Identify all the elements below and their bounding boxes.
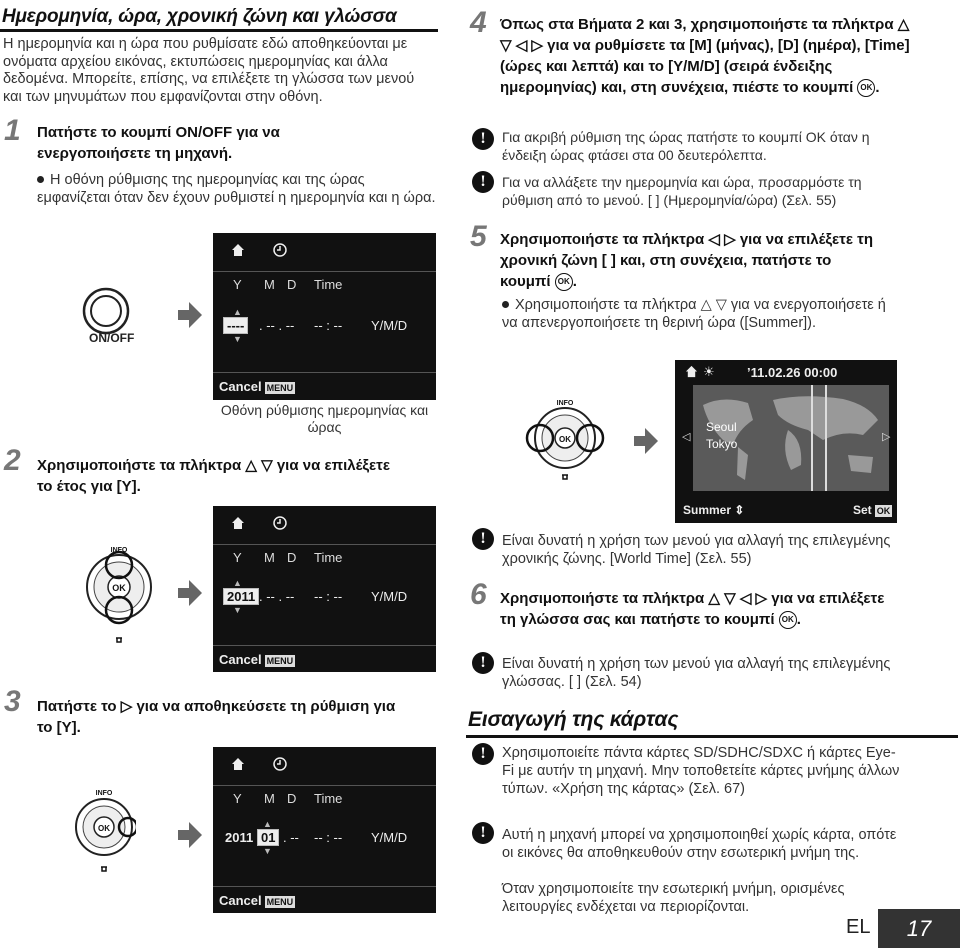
year-field[interactable]: ---- xyxy=(223,317,248,334)
header-y: Y xyxy=(233,277,242,292)
step-6-number: 6 xyxy=(470,578,487,611)
note-3-text: Είναι δυνατή η χρήση των μενού για αλλαγή της επιλεγμένης χρονικής ζώνης. [World Time] (Σελ. 55) xyxy=(502,533,891,567)
step-5-bullet xyxy=(502,296,897,332)
step-3-text: Πατήστε το ▷ για να αποθηκεύσετε τη ρύθμιση για το [Y]. xyxy=(37,698,396,736)
summer-option[interactable]: Summer ⇕ xyxy=(683,503,745,517)
menu-button-icon: MENU xyxy=(266,655,294,666)
header-y: Y xyxy=(233,791,242,806)
step-2-number: 2 xyxy=(4,444,21,477)
header-time: Time xyxy=(314,277,343,292)
clock-icon xyxy=(273,757,287,776)
section-2-title: Εισαγωγή της κάρτας xyxy=(468,708,679,731)
bullet-icon xyxy=(37,176,44,183)
ok-button-icon: OK xyxy=(555,273,573,291)
right-arrow-icon xyxy=(634,428,658,459)
note-1-text: Για ακριβή ρύθμιση της ώρας πατήστε το κουμπί OK όταν η ένδειξη ώρας φτάσει στα 00 δευτερόλεπτα. xyxy=(502,129,870,163)
day-field: . -- xyxy=(283,830,299,845)
step-6-text: Χρησιμοποιήστε τα πλήκτρα △ ▽ ◁ ▷ για να επιλέξετε τη γλώσσα σας και πατήστε το κουμπί OK . xyxy=(500,590,885,628)
city-seoul: Seoul xyxy=(706,420,737,434)
date-setup-screen-3 xyxy=(213,747,436,913)
month-day-field: . -- . -- xyxy=(259,318,295,333)
svg-text:OK: OK xyxy=(559,435,571,444)
header-m: M xyxy=(264,791,275,806)
year-field: 2011 xyxy=(225,830,254,845)
clock-icon xyxy=(273,516,287,535)
month-day-field: . -- . -- xyxy=(259,589,295,604)
section-2-rule xyxy=(466,735,958,738)
intro-text: Η ημερομηνία και η ώρα που ρυθμίσατε εδώ αποθηκεύονται με ονόματα αρχείου εικόνας, εκτυπώσεις ημερομηνίας και άλλα δεδομένα. Μπορείτε, επίσης, να επιλέξετε τη γλώσσα των μενού και των μηνυμάτων που εμφανίζονται στην οθόνη. xyxy=(3,36,415,105)
control-dial-illustration xyxy=(510,395,620,490)
header-time: Time xyxy=(314,791,343,806)
home-icon xyxy=(685,365,698,383)
section-rule xyxy=(0,29,438,32)
step-3-number: 3 xyxy=(4,685,21,718)
note-6-text: Αυτή η μηχανή μπορεί να χρησιμοποιηθεί χωρίς κάρτα, οπότε οι εικόνες θα αποθηκευθούν στην εσωτερική μνήμη της. xyxy=(502,827,897,861)
power-button-icon xyxy=(80,285,132,337)
header-m: M xyxy=(264,277,275,292)
city-tokyo: Tokyo xyxy=(706,437,738,451)
screen-caption: Οθόνη ρύθμισης ημερομηνίας και ώρας xyxy=(220,402,429,435)
step-4-text: Όπως στα Βήματα 2 και 3, χρησιμοποιήστε τα πλήκτρα △ ▽ ◁ ▷ για να ρυθμίσετε τα [M] (μήνας), [D] (ημέρα), [Time] (ώρες και λεπτά) και το [Y/M/D] (σειρά ένδειξης ημερομηνίας) και, στη συνέχεια, πιέστε το κουμπί OK . xyxy=(500,16,910,96)
note-6-text-2: Όταν χρησιμοποιείτε την εσωτερική μνήμη, ορισμένες λειτουργίες ενδέχεται να περιορίζονται. xyxy=(502,881,845,915)
header-m: M xyxy=(264,550,275,565)
caution-icon: ! xyxy=(472,822,494,844)
home-icon xyxy=(231,757,245,776)
header-d: D xyxy=(287,550,297,565)
step-1-bullet xyxy=(37,172,437,207)
set-button[interactable]: Set OK xyxy=(853,503,891,517)
ok-button-icon: OK xyxy=(876,505,891,516)
world-datetime: ’11.02.26 00:00 xyxy=(747,365,838,380)
svg-text:OK: OK xyxy=(98,824,110,833)
order-field: Y/M/D xyxy=(371,589,408,604)
step-4-text-body: Όπως στα Βήματα 2 και 3, χρησιμοποιήστε τα πλήκτρα △ ▽ ◁ ▷ για να ρυθμίσετε τα [M] (μήνας), [D] (ημέρα), [Time] (ώρες και λεπτά) και το [Y/M/D] (σειρά ένδειξης ημερομηνίας) και, στη συνέχεια, πιέστε το κουμπί xyxy=(500,16,910,96)
time-field: -- : -- xyxy=(314,589,343,604)
caution-icon: ! xyxy=(472,128,494,150)
up-arrow-icon: ▲ xyxy=(233,578,242,588)
menu-button-icon: MENU xyxy=(266,896,294,907)
up-arrow-icon: ▲ xyxy=(233,307,242,317)
home-icon xyxy=(231,243,245,262)
down-arrow-icon: ▼ xyxy=(233,334,242,344)
order-field: Y/M/D xyxy=(371,830,408,845)
clock-icon xyxy=(273,243,287,262)
year-field[interactable]: 2011 xyxy=(223,588,259,605)
bullet-icon xyxy=(502,301,509,308)
step-4-number: 4 xyxy=(470,6,487,39)
header-d: D xyxy=(287,277,297,292)
right-arrow-icon xyxy=(178,580,202,611)
section-title: Ημερομηνία, ώρα, χρονική ζώνη και γλώσσα xyxy=(2,6,397,27)
caution-icon: ! xyxy=(472,171,494,193)
svg-text:INFO: INFO xyxy=(110,547,128,554)
month-field[interactable]: 01 xyxy=(257,829,279,846)
step-5-number: 5 xyxy=(470,220,487,253)
svg-text:OK: OK xyxy=(112,583,126,593)
date-setup-screen-1 xyxy=(213,233,436,400)
header-d: D xyxy=(287,791,297,806)
date-setup-screen-2 xyxy=(213,506,436,672)
home-icon xyxy=(231,516,245,535)
caution-icon: ! xyxy=(472,528,494,550)
page-number: 17 xyxy=(878,909,960,948)
cancel-label[interactable]: Cancel MENU xyxy=(219,893,294,908)
control-dial-illustration xyxy=(72,785,136,882)
up-arrow-icon: ▲ xyxy=(263,819,272,829)
time-field: -- : -- xyxy=(314,318,343,333)
cancel-label[interactable]: Cancel MENU xyxy=(219,652,294,667)
world-time-screen xyxy=(675,360,897,523)
right-arrow-icon[interactable]: ▷ xyxy=(882,431,891,443)
right-arrow-icon xyxy=(178,302,202,333)
svg-text:INFO: INFO xyxy=(95,790,113,797)
menu-button-icon: MENU xyxy=(266,382,294,393)
arrow-pad-icon xyxy=(82,540,156,650)
note-4-text: Είναι δυνατή η χρήση των μενού για αλλαγή της επιλεγμένης γλώσσας. [ ] (Σελ. 54) xyxy=(502,656,891,690)
right-arrow-icon xyxy=(178,822,202,853)
step-1-number: 1 xyxy=(4,114,21,147)
step-5-text: Χρησιμοποιήστε τα πλήκτρα ◁ ▷ για να επιλέξετε τη χρονική ζώνη [ ] και, στη συνέχεια, πατήστε το κουμπί OK . xyxy=(500,231,873,290)
order-field: Y/M/D xyxy=(371,318,408,333)
step-6-text-body: Χρησιμοποιήστε τα πλήκτρα △ ▽ ◁ ▷ για να επιλέξετε τη γλώσσα σας και πατήστε το κουμπί xyxy=(500,590,885,628)
control-dial-illustration xyxy=(82,540,156,655)
arrow-pad-icon xyxy=(72,785,136,877)
on-off-label: ON/OFF xyxy=(89,331,135,345)
on-off-button-illustration xyxy=(80,285,132,337)
ok-button-icon: OK xyxy=(779,611,797,629)
note-2-text: Για να αλλάξετε την ημερομηνία και ώρα, προσαρμόστε τη ρύθμιση από το μενού. [ ] (Ημερομηνία/ώρα) (Σελ. 55) xyxy=(502,174,862,208)
down-arrow-icon: ▼ xyxy=(233,605,242,615)
arrow-pad-icon xyxy=(510,395,620,485)
left-arrow-icon[interactable]: ◁ xyxy=(682,431,691,443)
down-arrow-icon: ▼ xyxy=(263,846,272,856)
header-time: Time xyxy=(314,550,343,565)
caution-icon: ! xyxy=(472,652,494,674)
svg-text:INFO: INFO xyxy=(556,400,574,407)
step-1-text: Πατήστε το κουμπί ON/OFF για να ενεργοποιήσετε τη μηχανή. xyxy=(37,124,280,162)
step-5-text-body: Χρησιμοποιήστε τα πλήκτρα ◁ ▷ για να επιλέξετε τη χρονική ζώνη [ ] και, στη συνέχεια, πατήστε το κουμπί xyxy=(500,231,873,290)
caution-icon: ! xyxy=(472,743,494,765)
cancel-label[interactable]: Cancel MENU xyxy=(219,379,294,394)
summer-time-icon: ☀ xyxy=(703,364,715,379)
time-field: -- : -- xyxy=(314,830,343,845)
step-2-text: Χρησιμοποιήστε τα πλήκτρα △ ▽ για να επιλέξετε το έτος για [Y]. xyxy=(37,457,390,495)
header-y: Y xyxy=(233,550,242,565)
language-code: EL xyxy=(846,916,871,938)
step-5-bullet-text: Χρησιμοποιήστε τα πλήκτρα △ ▽ για να ενεργοποιήσετε ή να απενεργοποιήσετε τη θερινή ώρα ([Summer]). xyxy=(502,297,886,331)
ok-button-icon: OK xyxy=(857,79,875,97)
step-1-bullet-text: Η οθόνη ρύθμισης της ημερομηνίας και της ώρας εμφανίζεται όταν δεν έχουν ρυθμιστεί η ημερομηνία και η ώρα. xyxy=(37,172,436,206)
note-5-text: Χρησιμοποιείτε πάντα κάρτες SD/SDHC/SDXC ή κάρτες Eye-Fi με αυτήν τη μηχανή. Μην τοποθετείτε κάρτες μνήμης άλλων τύπων. «Χρήση της κάρτας» (Σελ. 67) xyxy=(502,745,900,797)
up-down-icon: ⇕ xyxy=(734,503,745,517)
